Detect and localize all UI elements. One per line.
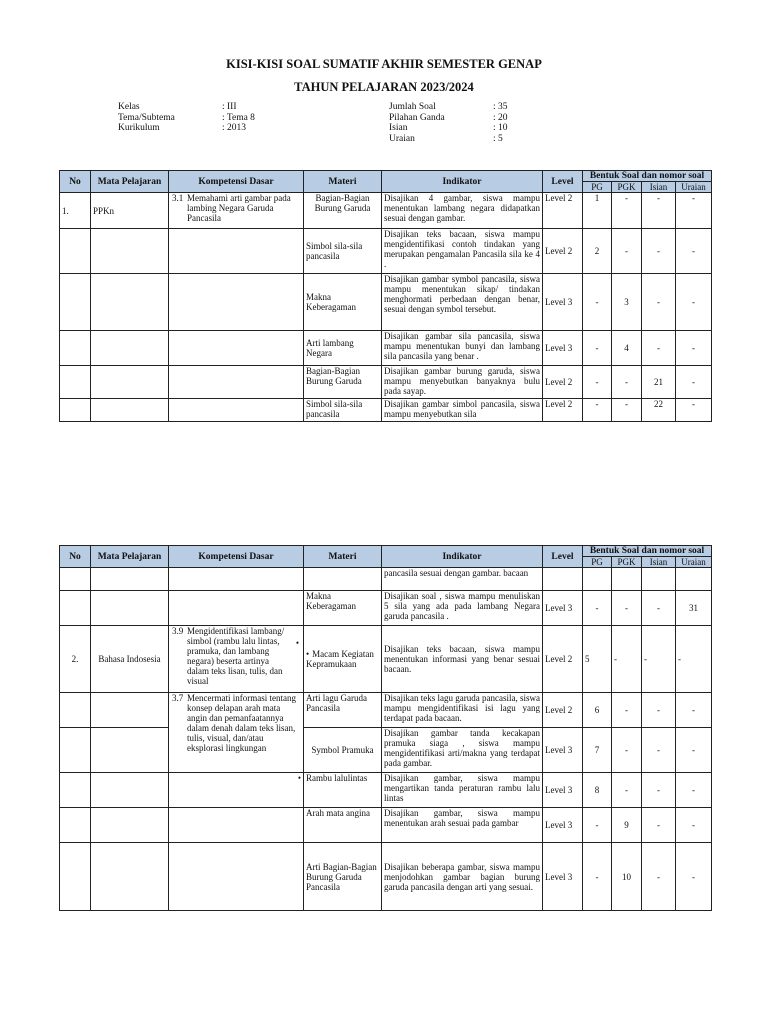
cell-mapel xyxy=(91,773,169,808)
cell-pgk xyxy=(612,568,642,591)
cell-isian xyxy=(642,568,676,591)
table-row xyxy=(60,568,712,591)
cell-kd xyxy=(169,843,304,911)
cell-materi: Rambu lalulintas xyxy=(304,773,382,808)
cell-isian: - xyxy=(642,843,676,911)
cell-isian: - xyxy=(642,728,676,773)
cell-level: Level 3 xyxy=(543,808,583,843)
info-value: : Tema 8 xyxy=(222,112,255,123)
cell-no xyxy=(60,399,91,422)
cell-pgk: 3 xyxy=(612,274,642,331)
cell-mapel xyxy=(91,331,169,366)
info-label: Pilahan Ganda xyxy=(389,112,445,123)
cell-level: Level 2 xyxy=(543,693,583,728)
header-pgk: PGK xyxy=(612,557,642,568)
cell-pgk: - xyxy=(612,773,642,808)
cell-isian: - xyxy=(642,591,676,626)
cell-no: 2. xyxy=(60,626,91,693)
cell-pgk: - xyxy=(612,193,642,229)
cell-no xyxy=(60,728,91,773)
cell-mapel xyxy=(91,728,169,773)
cell-kd xyxy=(169,229,304,274)
table-row xyxy=(60,843,712,911)
cell-level: Level 2 xyxy=(543,399,583,422)
cell-pgk: - xyxy=(612,591,642,626)
info-value: : 5 xyxy=(493,133,503,144)
cell-indikator: Disajikan gambar simbol pancasila, siswa mampu menyebutkan sila xyxy=(382,399,543,422)
cell-materi: Makna Keberagaman xyxy=(304,591,382,626)
kisi-table-1 xyxy=(59,170,712,422)
cell-pg: 5 xyxy=(583,626,612,693)
kd-number: 3.7 xyxy=(172,693,184,703)
cell-kd xyxy=(169,591,304,626)
header-uraian: Uraian xyxy=(676,182,712,193)
header-uraian: Uraian xyxy=(676,557,712,568)
cell-indikator: Disajikan gambar sila pancasila, siswa mampu menentukan bunyi dan lambang sila pancasila yang benar . xyxy=(382,331,543,366)
header-pgk: PGK xyxy=(612,182,642,193)
bullet-icon: • xyxy=(297,773,301,783)
cell-uraian xyxy=(676,568,712,591)
cell-indikator: Disajikan beberapa gambar, siswa mampu menjodohkan gambar bagian burung garuda pancasila dengan arti yang sesuai. xyxy=(382,843,543,911)
cell-materi: Arti lagu Garuda Pancasila xyxy=(304,693,382,728)
cell-pg xyxy=(583,568,612,591)
cell-no xyxy=(60,591,91,626)
table-row xyxy=(60,728,712,773)
cell-level: Level 3 xyxy=(543,274,583,331)
cell-uraian: - xyxy=(676,843,712,911)
cell-pgk: - xyxy=(612,728,642,773)
materi-text: Macam Kegiatan Kepramukaan xyxy=(306,649,374,669)
info-value: : 2013 xyxy=(222,123,247,133)
cell-uraian: - xyxy=(676,693,712,728)
cell-isian: - xyxy=(642,274,676,331)
cell-mapel xyxy=(91,591,169,626)
header-indikator: Indikator xyxy=(382,171,543,193)
cell-materi: Makna Keberagaman xyxy=(304,274,382,331)
cell-level: Level 3 xyxy=(543,728,583,773)
cell-no: 1. xyxy=(60,193,91,229)
cell-pgk: - xyxy=(612,229,642,274)
info-row xyxy=(118,102,255,113)
cell-uraian: - xyxy=(676,331,712,366)
table-row xyxy=(60,626,712,693)
cell-level: Level 2 xyxy=(543,193,583,229)
cell-isian: - xyxy=(642,229,676,274)
header-no: No xyxy=(60,546,91,568)
table-row xyxy=(60,773,712,808)
cell-indikator: Disajikan teks bacaan, siswa mampu mengidentifikasi contoh tindakan yang merupakan pengamalan Pancasila sila ke 4 . xyxy=(382,229,543,274)
table-row xyxy=(60,366,712,399)
cell-kd xyxy=(169,366,304,399)
cell-pgk: - xyxy=(612,626,642,693)
cell-mapel xyxy=(91,808,169,843)
cell-uraian: - xyxy=(676,193,712,229)
document-title: KISI-KISI SOAL SUMATIF AKHIR SEMESTER GENAP xyxy=(226,57,542,71)
cell-pg: 6 xyxy=(583,693,612,728)
cell-no xyxy=(60,693,91,728)
header-materi: Materi xyxy=(304,171,382,193)
cell-indikator: Disajikan teks lagu garuda pancasila, siswa mampu mengidentifikasi isi lagu yang terdapat pada bacaan. xyxy=(382,693,543,728)
bullet-icon: • xyxy=(306,649,310,659)
cell-no xyxy=(60,773,91,808)
info-label: Isian xyxy=(389,123,408,133)
cell-uraian: - xyxy=(676,274,712,331)
cell-pgk: 10 xyxy=(612,843,642,911)
cell-uraian: - xyxy=(676,366,712,399)
cell-indikator: pancasila sesuai dengan gambar. bacaan xyxy=(382,568,543,591)
header-level: Level xyxy=(543,171,583,193)
cell-indikator: Disajikan 4 gambar, siswa mampu menentukan lambang negara didapatkan sesuai dengan gambar. xyxy=(382,193,543,229)
cell-mapel xyxy=(91,568,169,591)
cell-pgk: 4 xyxy=(612,331,642,366)
cell-kd xyxy=(169,773,304,808)
cell-no xyxy=(60,229,91,274)
cell-level xyxy=(543,568,583,591)
table-row xyxy=(60,331,712,366)
cell-level: Level 3 xyxy=(543,591,583,626)
info-row xyxy=(389,102,508,113)
cell-mapel xyxy=(91,843,169,911)
info-row xyxy=(118,123,255,134)
cell-mapel: Bahasa Indosesia xyxy=(91,626,169,693)
cell-isian: - xyxy=(642,626,676,693)
header-level: Level xyxy=(543,546,583,568)
cell-materi: Bagian-Bagian Burung Garuda xyxy=(304,366,382,399)
cell-level: Level 3 xyxy=(543,843,583,911)
cell-indikator: Disajikan gambar burung garuda, siswa mampu menyebutkan banyaknya bulu pada sayap. xyxy=(382,366,543,399)
cell-isian: 21 xyxy=(642,366,676,399)
cell-no xyxy=(60,274,91,331)
cell-no xyxy=(60,568,91,591)
cell-uraian: - xyxy=(676,626,712,693)
header-materi: Materi xyxy=(304,546,382,568)
cell-materi: Arti lambang Negara xyxy=(304,331,382,366)
header-indikator: Indikator xyxy=(382,546,543,568)
cell-materi xyxy=(304,626,382,693)
info-label: Uraian xyxy=(389,133,415,144)
header-mapel: Mata Pelajaran xyxy=(91,171,169,193)
kd-text: Mencermati informasi tentang konsep delapan arah mata angin dan pemanfaatannya dalam denah dalam teks lisan, tulis, visual, dan/atau eksplorasi lingkungan xyxy=(187,693,296,753)
kisi-table-2 xyxy=(59,545,712,911)
info-value: : III xyxy=(222,102,237,112)
cell-pg: - xyxy=(583,331,612,366)
cell-pg: 2 xyxy=(583,229,612,274)
cell-materi: Symbol Pramuka xyxy=(304,728,382,773)
bullet-icon: • xyxy=(295,638,299,648)
cell-uraian: - xyxy=(676,773,712,808)
cell-pg: - xyxy=(583,274,612,331)
cell-pg: - xyxy=(583,808,612,843)
cell-pg: - xyxy=(583,366,612,399)
header-isian: Isian xyxy=(642,182,676,193)
kd-text: Memahami arti gambar pada lambing Negara Garuda Pancasila xyxy=(187,193,291,223)
cell-kd xyxy=(169,626,304,693)
cell-mapel xyxy=(91,229,169,274)
cell-pg: 1 xyxy=(583,193,612,229)
cell-mapel: PPKn xyxy=(91,193,169,229)
info-label: Tema/Subtema xyxy=(118,112,175,123)
cell-no xyxy=(60,331,91,366)
cell-kd xyxy=(169,274,304,331)
cell-uraian: - xyxy=(676,229,712,274)
cell-pgk: - xyxy=(612,399,642,422)
cell-materi: Arah mata angina xyxy=(304,808,382,843)
cell-level: Level 3 xyxy=(543,773,583,808)
cell-mapel xyxy=(91,693,169,728)
cell-no xyxy=(60,808,91,843)
cell-level: Level 2 xyxy=(543,626,583,693)
cell-mapel xyxy=(91,366,169,399)
cell-no xyxy=(60,843,91,911)
cell-pgk: - xyxy=(612,366,642,399)
info-right xyxy=(389,102,508,144)
table-row xyxy=(60,274,712,331)
cell-isian: - xyxy=(642,193,676,229)
header-no: No xyxy=(60,171,91,193)
cell-materi xyxy=(304,568,382,591)
cell-pg: - xyxy=(583,399,612,422)
cell-kd xyxy=(169,331,304,366)
cell-level: Level 3 xyxy=(543,331,583,366)
cell-pgk: - xyxy=(612,693,642,728)
cell-isian: - xyxy=(642,808,676,843)
cell-level: Level 2 xyxy=(543,229,583,274)
info-value: : 35 xyxy=(493,102,508,112)
header-kd: Kompetensi Dasar xyxy=(169,171,304,193)
cell-uraian: 31 xyxy=(676,591,712,626)
header-mapel: Mata Pelajaran xyxy=(91,546,169,568)
info-label: Kurikulum xyxy=(118,123,160,133)
table-row xyxy=(60,399,712,422)
cell-isian: 22 xyxy=(642,399,676,422)
cell-uraian: - xyxy=(676,399,712,422)
cell-pg: - xyxy=(583,843,612,911)
info-row xyxy=(118,113,255,124)
table-row xyxy=(60,193,712,229)
cell-kd xyxy=(169,808,304,843)
info-row xyxy=(389,123,508,134)
cell-uraian: - xyxy=(676,728,712,773)
cell-indikator: Disajikan gambar, siswa mampu mengartikan tanda peraturan rambu lalu lintas xyxy=(382,773,543,808)
cell-indikator: Disajikan gambar tanda kecakapan pramuka siaga , siswa mampu mengidentifikasi arti/makna yang terdapat pada gambar. xyxy=(382,728,543,773)
cell-indikator: Disajikan gambar, siswa mampu menentukan arah sesuai pada gambar xyxy=(382,808,543,843)
info-left xyxy=(118,102,255,134)
info-label: Jumlah Soal xyxy=(389,102,436,112)
cell-kd xyxy=(169,568,304,591)
cell-uraian: - xyxy=(676,808,712,843)
header-bentuk: Bentuk Soal dan nomor soal xyxy=(583,546,712,557)
cell-pg: 7 xyxy=(583,728,612,773)
table-row xyxy=(60,808,712,843)
cell-materi: Arti Bagian-Bagian Burung Garuda Pancasila xyxy=(304,843,382,911)
cell-indikator: Disajikan teks bacaan, siswa mampu menentukan informasi yang benar sesuai bacaan. xyxy=(382,626,543,693)
header-pg: PG xyxy=(583,182,612,193)
cell-no xyxy=(60,366,91,399)
cell-materi: Bagian-Bagian Burung Garuda xyxy=(304,193,382,229)
cell-pg: 8 xyxy=(583,773,612,808)
header-bentuk: Bentuk Soal dan nomor soal xyxy=(583,171,712,182)
cell-kd xyxy=(169,193,304,229)
cell-pgk: 9 xyxy=(612,808,642,843)
cell-kd xyxy=(169,399,304,422)
cell-indikator: Disajikan soal , siswa mampu menuliskan 5 sila yang ada pada lambang Negara garuda pancasila . xyxy=(382,591,543,626)
cell-mapel xyxy=(91,399,169,422)
table-row xyxy=(60,693,712,728)
cell-indikator: Disajikan gambar symbol pancasila, siswa mampu menentukan sikap/ tindakan menghormati perbedaan dengan benar, sesuai dengan symbol tersebut. xyxy=(382,274,543,331)
info-row xyxy=(389,134,508,145)
cell-pg: - xyxy=(583,591,612,626)
header-pg: PG xyxy=(583,557,612,568)
cell-materi: Simbol sila-sila pancasila xyxy=(304,399,382,422)
info-value: : 10 xyxy=(493,123,508,133)
info-row xyxy=(389,113,508,124)
cell-materi: Simbol sila-sila pancasila xyxy=(304,229,382,274)
table-row xyxy=(60,229,712,274)
table-row xyxy=(60,591,712,626)
header-isian: Isian xyxy=(642,557,676,568)
document-subtitle: TAHUN PELAJARAN 2023/2024 xyxy=(294,80,474,94)
kd-text: Mengidentifikasi lambang/ simbol (rambu lalu lintas, pramuka, dan lambang negara) beserta artinya dalam teks lisan, tulis, dan visual xyxy=(187,626,285,686)
cell-level: Level 2 xyxy=(543,366,583,399)
info-label: Kelas xyxy=(118,102,140,112)
cell-mapel xyxy=(91,274,169,331)
cell-isian: - xyxy=(642,693,676,728)
header-kd: Kompetensi Dasar xyxy=(169,546,304,568)
kd-number: 3.1 xyxy=(172,193,184,203)
info-value: : 20 xyxy=(493,112,508,123)
cell-isian: - xyxy=(642,331,676,366)
cell-kd xyxy=(169,693,304,773)
cell-isian: - xyxy=(642,773,676,808)
kd-number: 3.9 xyxy=(172,626,184,636)
